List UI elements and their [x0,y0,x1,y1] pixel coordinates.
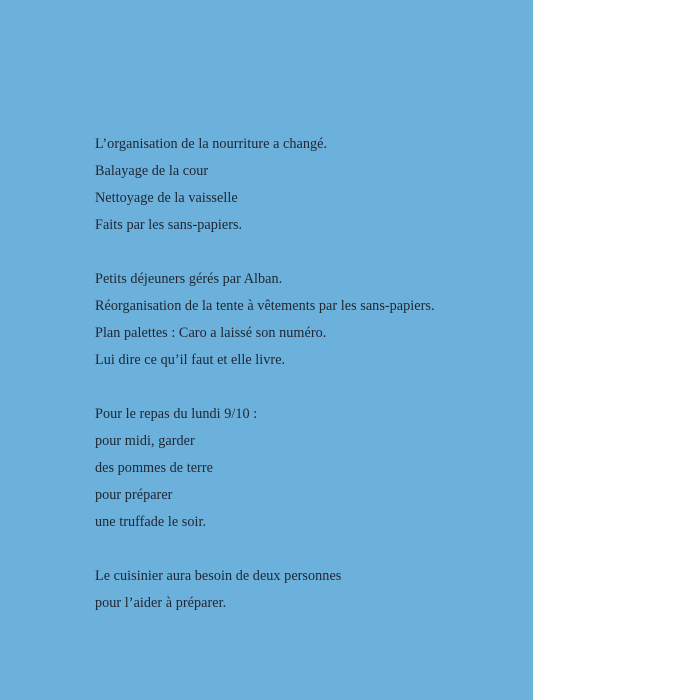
text-line: Le cuisinier aura besoin de deux personnes [95,568,342,584]
text-line: L’organisation de la nourriture a changé. [95,136,328,152]
text-block [95,131,515,644]
paragraph-cook-help [95,563,515,617]
text-line: Nettoyage de la vaisselle [95,190,238,206]
text-line: Balayage de la cour [95,163,209,179]
text-line: Réorganisation de la tente à vêtements par les sans-papiers. [95,298,435,314]
paragraph-breakfast-and-tent [95,266,515,374]
text-line: Plan palettes : Caro a laissé son numéro. [95,325,327,341]
text-line: une truffade le soir. [95,514,207,530]
text-line: des pommes de terre [95,460,213,476]
text-line: Lui dire ce qu’il faut et elle livre. [95,352,286,368]
text-line: pour midi, garder [95,433,195,449]
text-line: pour l’aider à préparer. [95,595,227,611]
text-line: Petits déjeuners gérés par Alban. [95,271,283,287]
paragraph-monday-meal [95,401,515,536]
text-line: pour préparer [95,487,173,503]
paragraph-food-organisation [95,131,515,239]
text-line: Faits par les sans-papiers. [95,217,243,233]
text-line: Pour le repas du lundi 9/10 : [95,406,258,422]
